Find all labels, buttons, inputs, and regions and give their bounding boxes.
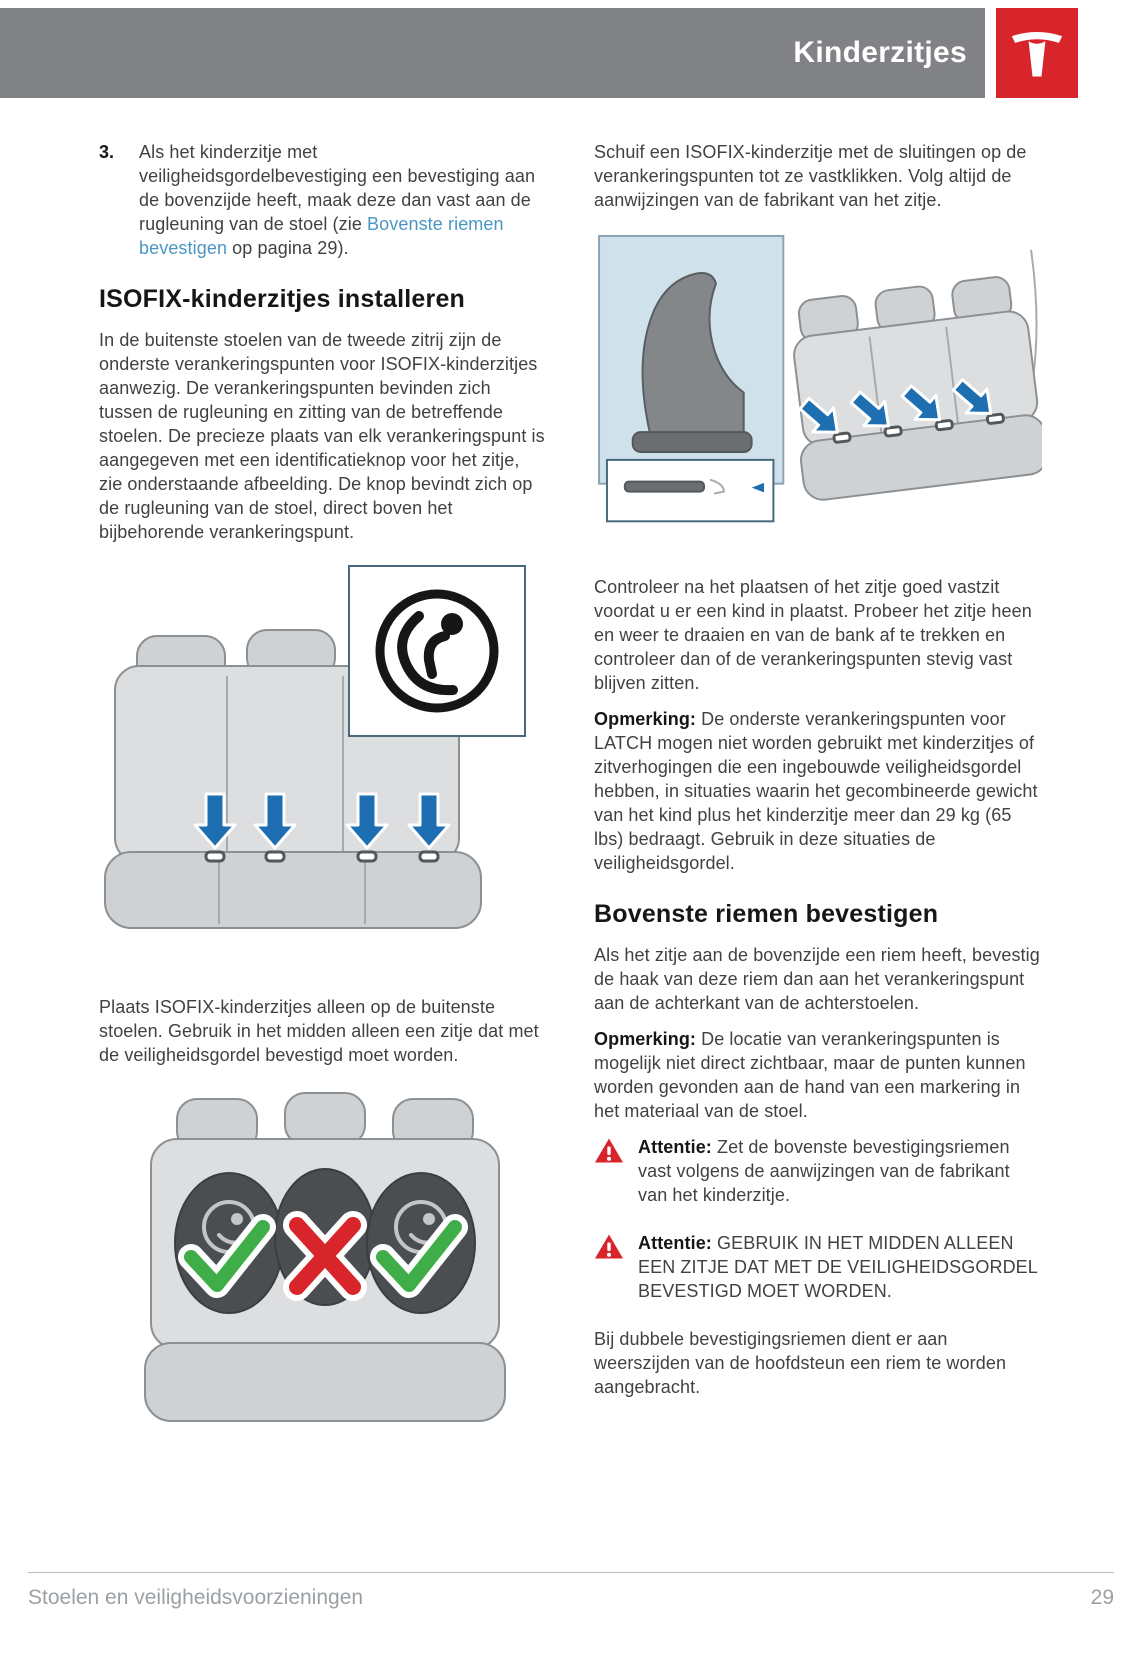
- isofix-logo-inset: [349, 566, 525, 736]
- tether-paragraph-2: Bij dubbele bevestigingsriemen dient er aan weerszijden van de hoofdsteun een riem te worden aangebracht.: [594, 1329, 1007, 1397]
- warning-label: Attentie:: [638, 1233, 712, 1253]
- isofix-paragraph-1: In de buitenste stoelen van de tweede zitrij zijn de onderste verankeringspunten voor ISOFIX-kinderzitjes aanwezig. De verankeringspunten bevinden zich tussen de rugleuning en zitting van de betreffende stoelen. De precieze plaats van elk verankeringspunt is aangegeven met een identificatieknop voor het zitje, zie onderstaande afbeelding. De knop bevindt zich op de rugleuning van de stoel, direct boven het bijbehorende verankeringspunt.: [99, 330, 545, 542]
- left-column: [99, 140, 547, 1460]
- right-column: [594, 140, 1042, 1460]
- tesla-logo: [996, 8, 1078, 98]
- warning-label: Attentie:: [638, 1137, 712, 1157]
- seat-side-panel: [599, 236, 783, 521]
- warning-text: [638, 1231, 1042, 1303]
- step-text: [139, 140, 547, 260]
- xref-link-bovenste-riemen[interactable]: Bovenste riemen bevestigen: [139, 214, 504, 258]
- page-footer: [28, 1572, 1114, 1610]
- slide-in-paragraph: Schuif een ISOFIX-kinderzitje met de sluitingen op de verankeringspunten tot ze vastklikken. Volg altijd de aanwijzingen van de fabrikant van het zitje.: [594, 142, 1027, 210]
- warning-body: Zet de bovenste bevestigingsriemen vast volgens de aanwijzingen van de fabrikant van het kinderzitje.: [638, 1137, 1010, 1205]
- warning-icon: [594, 1137, 624, 1164]
- numbered-step-3: [99, 140, 547, 260]
- chapter-title: Kinderzitjes: [793, 36, 967, 69]
- content-columns: [99, 140, 1043, 1460]
- allowed-seating-positions-illustration: [135, 1087, 547, 1444]
- isofix-paragraph-2: Plaats ISOFIX-kinderzitjes alleen op de buitenste stoelen. Gebruik in het midden alleen een zitje dat met de veiligheidsgordel bevestigd moet worden.: [99, 997, 539, 1065]
- tether-paragraph-1: Als het zitje aan de bovenzijde een riem heeft, bevestig de haak van deze riem dan aan het verankeringspunt aan de achterkant van de achterstoelen.: [594, 945, 1040, 1013]
- warning-body: GEBRUIK IN HET MIDDEN ALLEEN EEN ZITJE DAT MET DE VEILIGHEIDSGORDEL BEVESTIGD MOET WORDEN.: [638, 1233, 1038, 1301]
- page-number: 29: [1090, 1586, 1114, 1609]
- note-text: De locatie van verankeringspunten is mogelijk niet direct zichtbaar, maar de punten kunnen worden gevonden aan de hand van een markering in het materiaal van de stoel.: [594, 1029, 1026, 1121]
- warning-attentie-1: [594, 1135, 1042, 1219]
- step-text-after: op pagina 29).: [227, 238, 349, 258]
- footer-section-title: Stoelen en veiligheidsvoorzieningen: [28, 1586, 364, 1609]
- section-heading-isofix: ISOFIX-kinderzitjes installeren: [99, 285, 466, 313]
- rear-bench-graphic-3: [780, 273, 1042, 502]
- header-bar: [0, 8, 985, 98]
- isofix-anchor-locations-illustration: [99, 564, 547, 979]
- step-number: 3.: [99, 142, 115, 162]
- note-label: Opmerking:: [594, 709, 697, 729]
- note-label: Opmerking:: [594, 1029, 697, 1049]
- note-text: De onderste verankeringspunten voor LATCH mogen niet worden gebruikt met kinderzitjes of zitverhogingen die een ingebouwde veiligheidsgordel hebben, in situaties waarin het gecombineerde gewicht van het kind plus het kinderzitje meer dan 29 kg (65 lbs) bedraagt. Gebruik in deze situaties de veiligheidsgordel.: [594, 709, 1038, 873]
- section-heading-tether: Bovenste riemen bevestigen: [594, 900, 939, 928]
- tesla-t-icon: [1009, 25, 1065, 81]
- note-latch: [594, 707, 1042, 875]
- note-tether-location: [594, 1027, 1042, 1123]
- warning-text: [638, 1135, 1042, 1207]
- check-fit-paragraph: Controleer na het plaatsen of het zitje goed vastzit voordat u er een kind in plaatst. Probeer het zitje heen en weer te draaien en van de bank af te trekken en controleer dan of de verankeringspunten stevig vast blijven zitten.: [594, 577, 1032, 693]
- warning-icon: [594, 1233, 624, 1260]
- step-text-before: Als het kinderzitje met veiligheidsgordelbevestiging een bevestiging aan de bovenzijde heeft, maak deze dan vast aan de rugleuning van de stoel (zie: [139, 142, 536, 234]
- isofix-installation-illustration: [594, 232, 1042, 559]
- warning-attentie-2: [594, 1231, 1042, 1315]
